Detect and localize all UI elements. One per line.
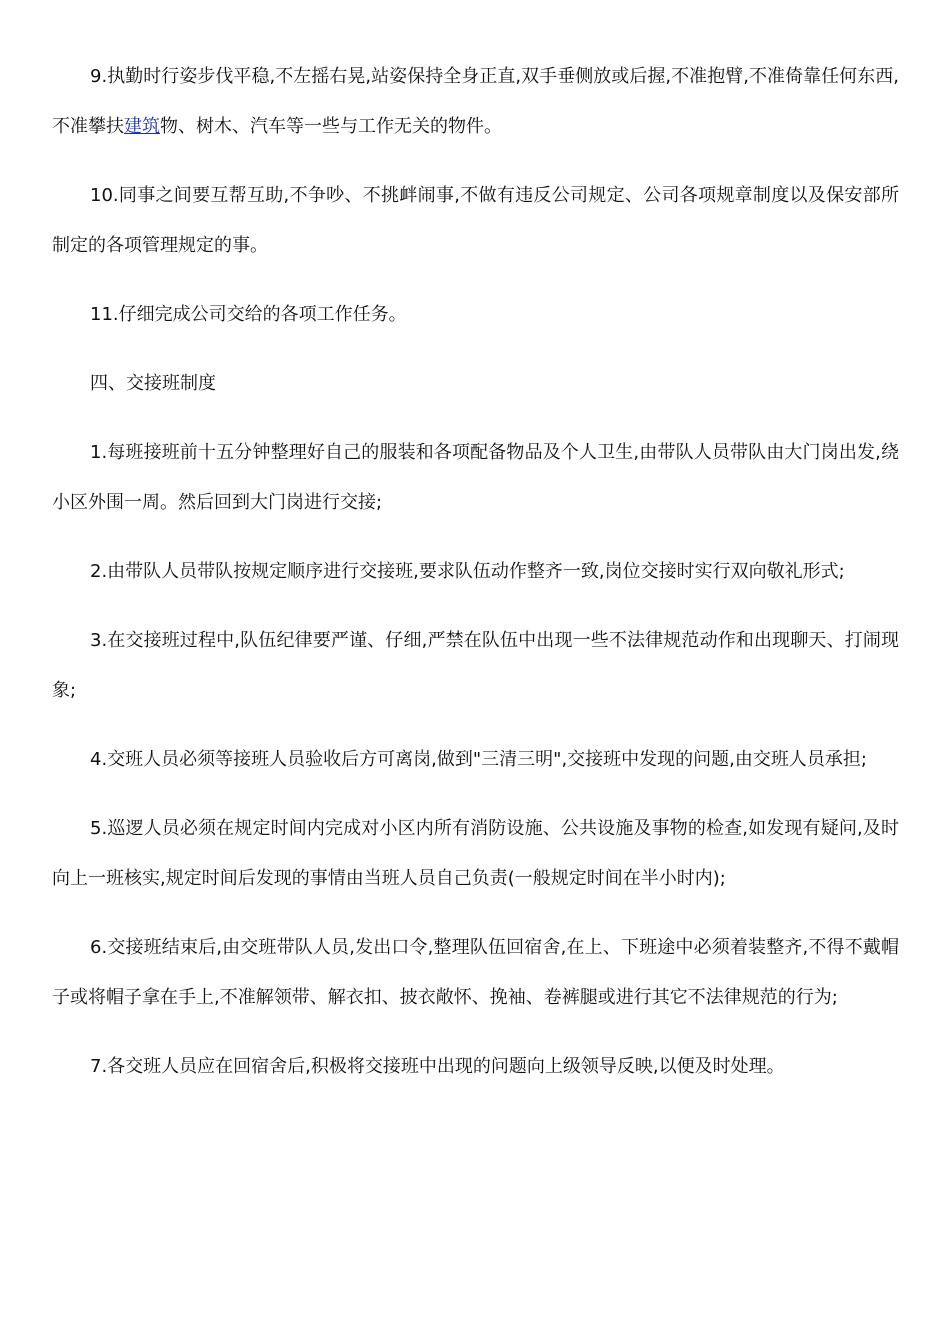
list-item: 7.各交班人员应在回宿舍后,积极将交接班中出现的问题向上级领导反映,以便及时处理。 <box>90 1056 785 1077</box>
link-building[interactable]: 建筑 <box>124 116 160 137</box>
list-item: 2.由带队人员带队按规定顺序进行交接班,要求队伍动作整齐一致,岗位交接时实行双向敬礼形式; <box>90 561 845 582</box>
document-body <box>52 52 899 1111</box>
section-heading: 四、交接班制度 <box>90 373 216 394</box>
list-item: 1.每班接班前十五分钟整理好自己的服装和各项配备物品及个人卫生,由带队人员带队由大门岗出发,绕小区外围一周。然后回到大门岗进行交接; <box>52 442 899 513</box>
paragraph-9 <box>52 52 899 152</box>
list-item: 3.在交接班过程中,队伍纪律要严谨、仔细,严禁在队伍中出现一些不法律规范动作和出现聊天、打闹现象; <box>52 630 899 701</box>
paragraph-10: 10.同事之间要互帮互助,不争吵、不挑衅闹事,不做有违反公司规定、公司各项规章制度以及保安部所制定的各项管理规定的事。 <box>52 185 899 256</box>
list-item: 4.交班人员必须等接班人员验收后方可离岗,做到"三清三明",交接班中发现的问题,由交班人员承担; <box>90 749 867 770</box>
paragraph-9-text-before: 9.执勤时行姿步伐平稳,不左摇右晃,站姿保持全身正直,双手垂侧放或后握,不准抱臂,不准倚靠任何东西,不准攀扶 <box>52 66 899 137</box>
list-item: 6.交接班结束后,由交班带队人员,发出口令,整理队伍回宿舍,在上、下班途中必须着装整齐,不得不戴帽子或将帽子拿在手上,不准解领带、解衣扣、披衣敞怀、挽袖、卷裤腿或进行其它不法律规范的行为; <box>52 937 899 1008</box>
list-item: 5.巡逻人员必须在规定时间内完成对小区内所有消防设施、公共设施及事物的检查,如发现有疑问,及时向上一班核实,规定时间后发现的事情由当班人员自己负责(一般规定时间在半小时内); <box>52 818 899 889</box>
paragraph-11: 11.仔细完成公司交给的各项工作任务。 <box>90 304 407 325</box>
paragraph-9-text-after: 物、树木、汽车等一些与工作无关的物件。 <box>160 116 502 137</box>
